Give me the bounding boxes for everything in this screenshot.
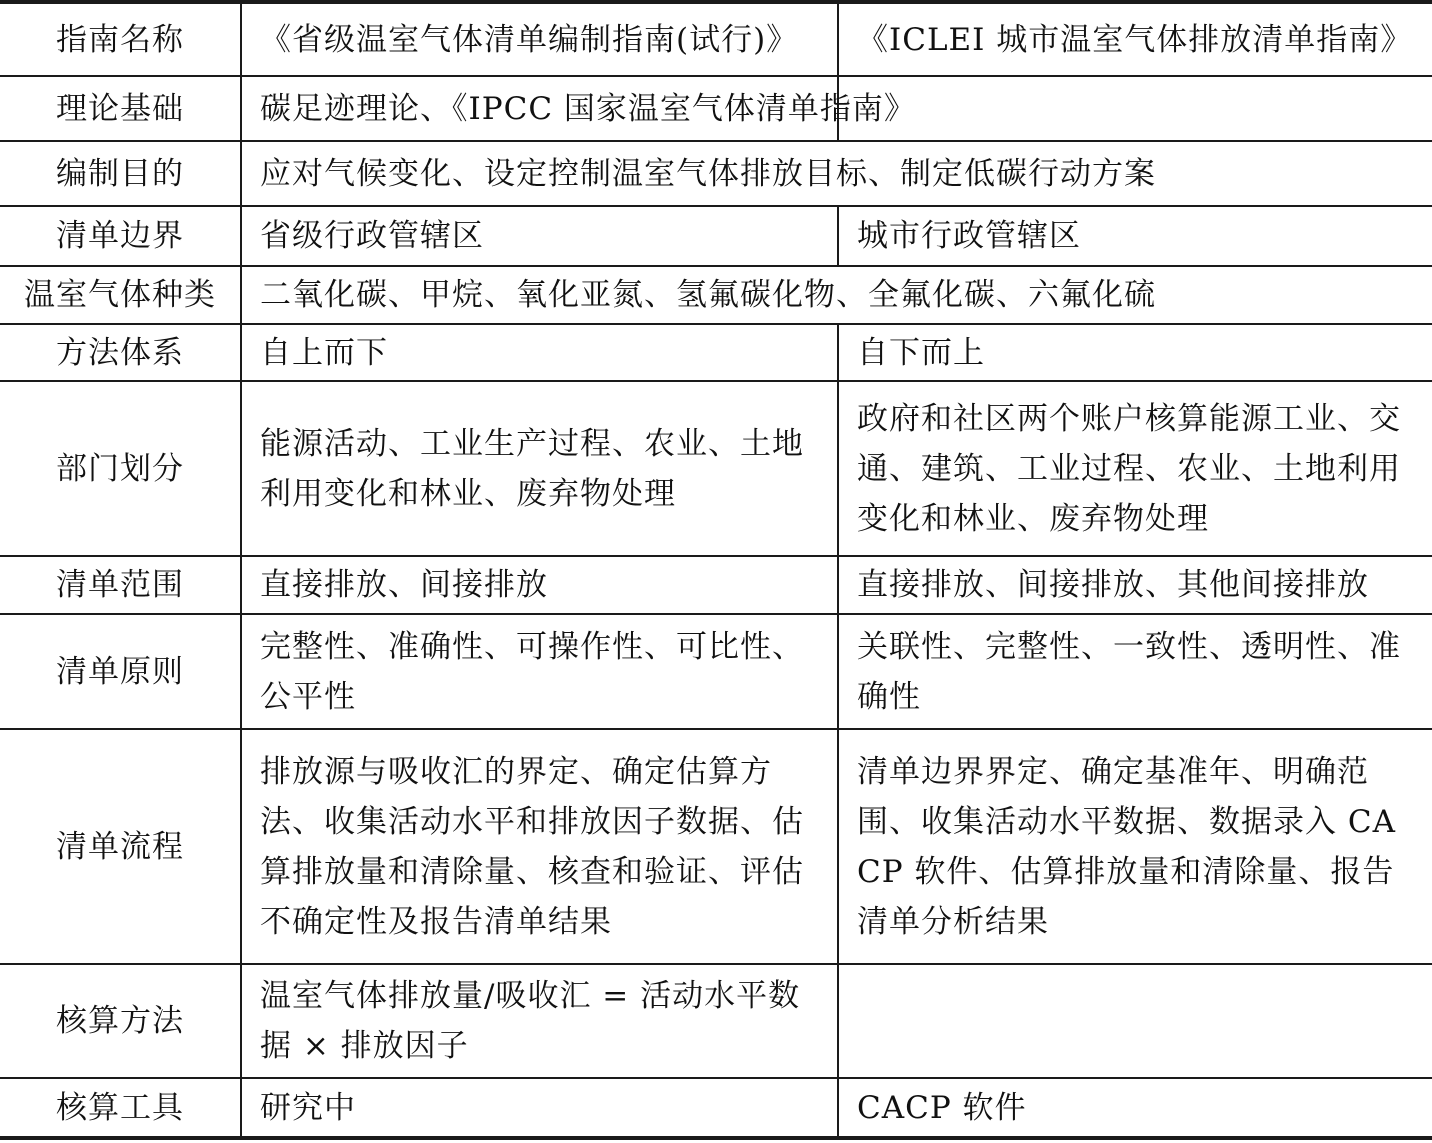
cell-provincial: 《省级温室气体清单编制指南(试行)》 xyxy=(260,21,799,58)
cell-provincial: 研究中 xyxy=(260,1089,356,1126)
cell-provincial: 直接排放、间接排放 xyxy=(260,567,548,603)
row-label: 温室气体种类 xyxy=(24,277,216,313)
cell-iclei: 自下而上 xyxy=(857,334,985,371)
cell-iclei: 直接排放、间接排放、其他间接排放 xyxy=(857,567,1369,603)
cell-provincial: 完整性、准确性、可操作性、可比性、公平性 xyxy=(260,628,804,715)
cell-iclei xyxy=(839,965,1432,1077)
cell-provincial: 排放源与吸收汇的界定、确定估算方法、收集活动水平和排放因子数据、估算排放量和清除量、核查和验证、评估不确定性及报告清单结果 xyxy=(260,753,804,940)
cell-span: 二氧化碳、甲烷、氧化亚氮、氢氟碳化物、全氟化碳、六氟化硫 xyxy=(260,277,1156,313)
table-bottom-rule xyxy=(0,1136,1432,1140)
cell-span: 碳足迹理论、《IPCC 国家温室气体清单指南》 xyxy=(260,90,916,127)
row-label: 核算工具 xyxy=(56,1089,184,1126)
cell-iclei: CACP 软件 xyxy=(857,1089,1027,1126)
cell-iclei: 城市行政管辖区 xyxy=(857,218,1081,254)
cell-iclei: 《ICLEI 城市温室气体排放清单指南》 xyxy=(857,21,1413,58)
cell-iclei: 关联性、完整性、一致性、透明性、准确性 xyxy=(857,628,1401,715)
row-label: 指南名称 xyxy=(56,21,184,58)
row-label: 部门划分 xyxy=(56,450,184,487)
row-label: 清单流程 xyxy=(56,828,184,865)
cell-provincial: 省级行政管辖区 xyxy=(260,218,484,254)
cell-provincial: 温室气体排放量/吸收汇 = 活动水平数据 × 排放因子 xyxy=(260,978,801,1064)
row-label: 清单原则 xyxy=(56,653,184,690)
cell-provincial: 能源活动、工业生产过程、农业、土地利用变化和林业、废弃物处理 xyxy=(260,425,804,512)
row-label: 编制目的 xyxy=(56,155,184,192)
row-label: 理论基础 xyxy=(56,90,184,127)
cell-iclei: 政府和社区两个账户核算能源工业、交通、建筑、工业过程、农业、土地利用变化和林业、废弃物处理 xyxy=(857,400,1401,537)
row-label: 核算方法 xyxy=(56,1003,184,1039)
row-label: 方法体系 xyxy=(56,334,184,371)
row-label: 清单范围 xyxy=(56,567,184,603)
row-label: 清单边界 xyxy=(56,218,184,254)
cell-provincial: 自上而下 xyxy=(260,334,388,371)
cell-iclei: 清单边界界定、确定基准年、明确范围、收集活动水平数据、数据录入 CACP 软件、估算排放量和清除量、报告清单分析结果 xyxy=(857,753,1396,940)
cell-span: 应对气候变化、设定控制温室气体排放目标、制定低碳行动方案 xyxy=(260,155,1156,192)
